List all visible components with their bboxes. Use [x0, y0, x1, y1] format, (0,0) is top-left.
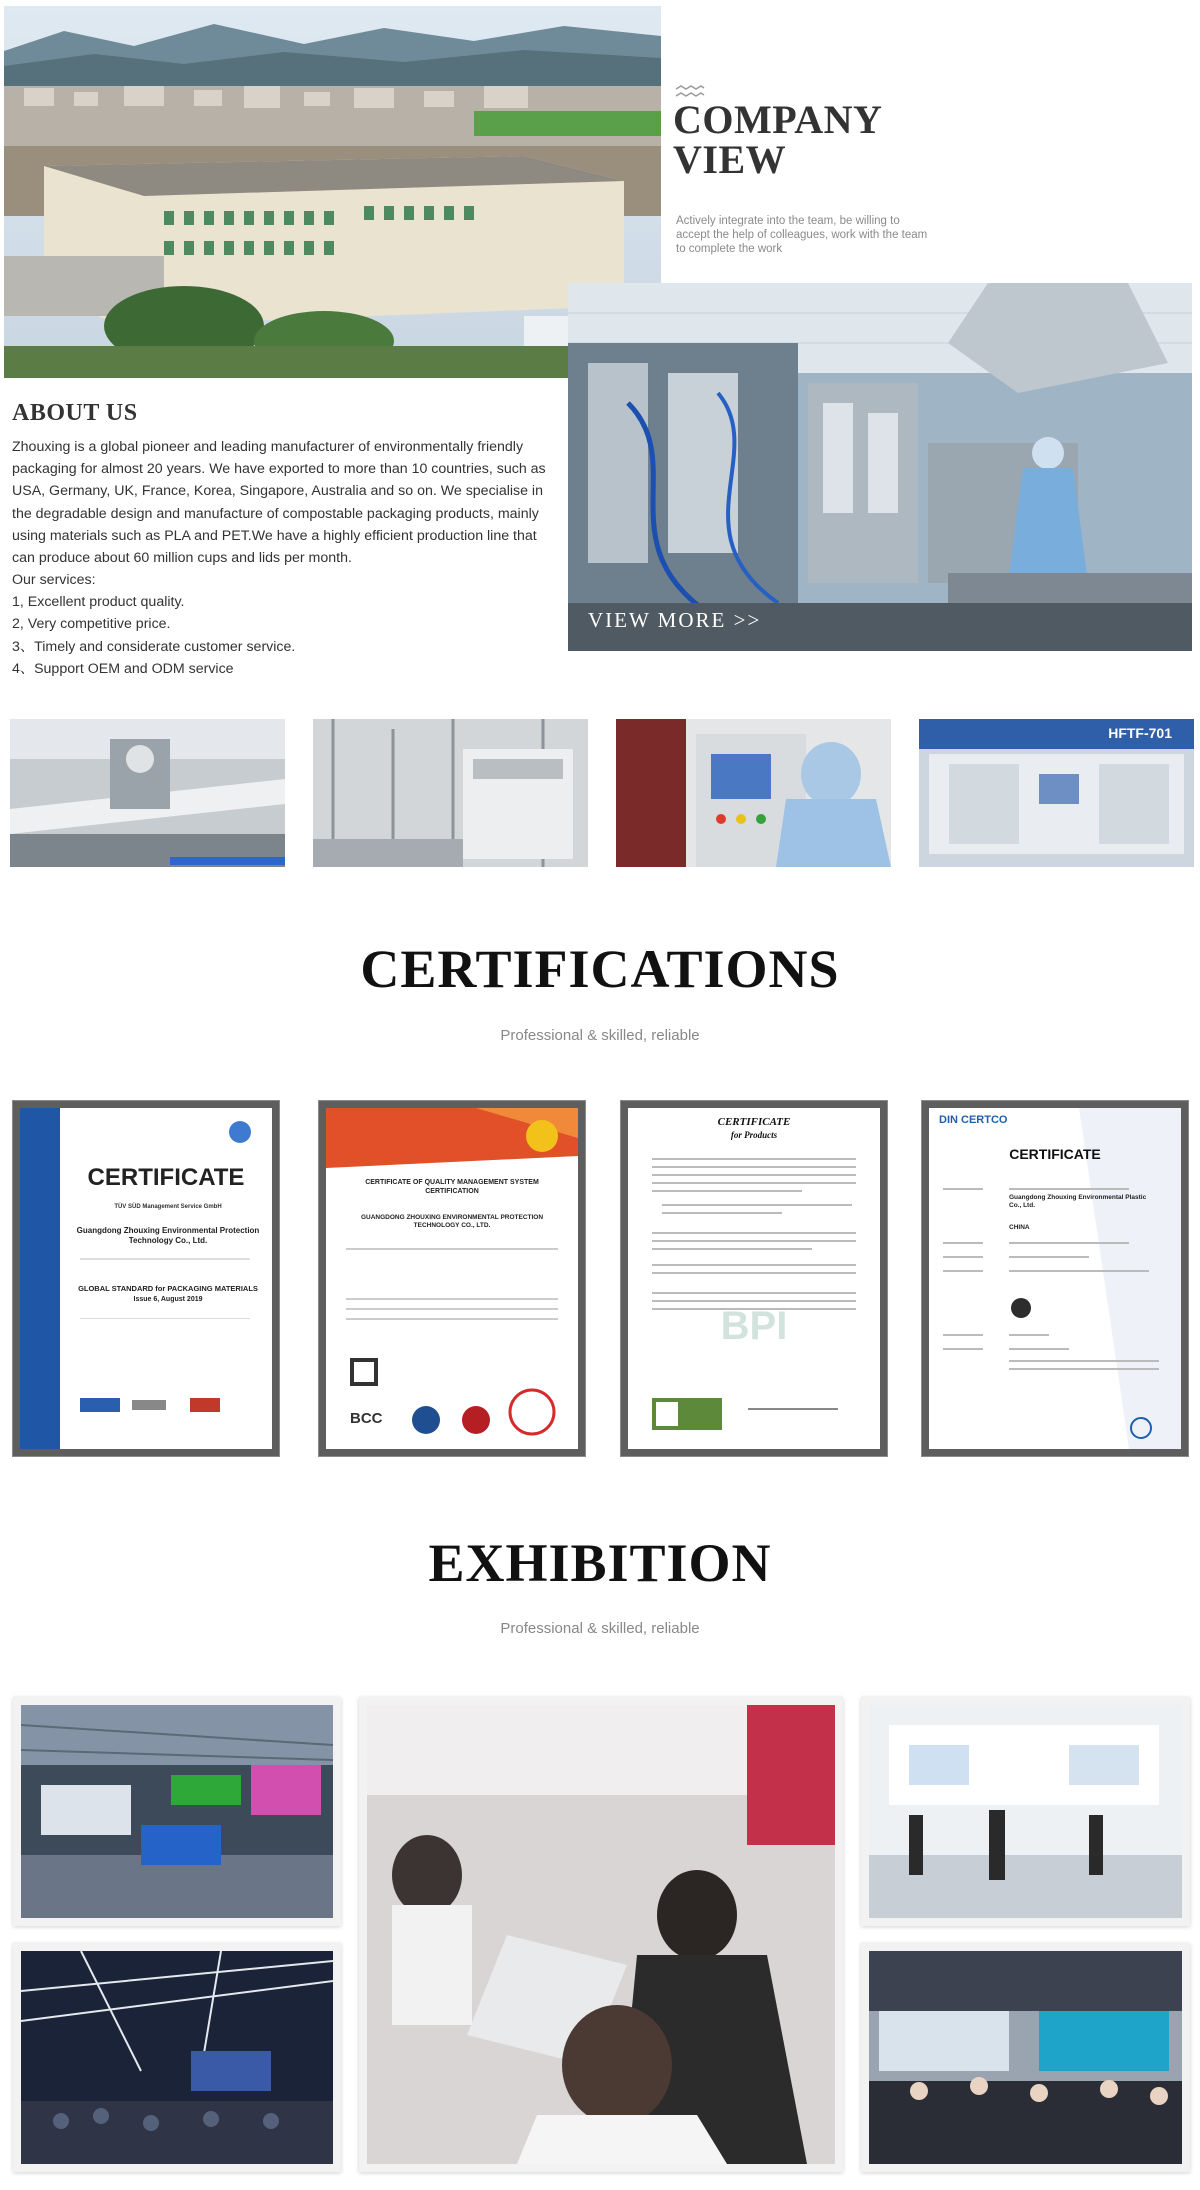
- service-item: 3、Timely and considerate customer service.: [12, 638, 296, 655]
- cert3-heading: CERTIFICATE: [717, 1116, 791, 1128]
- exhibition-photo[interactable]: [861, 1697, 1190, 1926]
- certifications-subtitle: Professional & skilled, reliable: [500, 1027, 700, 1044]
- production-line-photo[interactable]: [568, 283, 1192, 651]
- about-paragraph: Zhouxing is a global pioneer and leading manufacturer of environmentally friendly packaging for almost 20 years. We have exported to more than 10 countries, such as USA, Germany, UK, France, Korea, Singapore, Australia and so on. We specialise in the degradable design and manufacture of compostable packaging products, mainly using materials such as PLA and PET.We have a highly efficient production line that can produce about 60 million cups and lids per month.: [12, 439, 546, 567]
- exhibition-title: EXHIBITION: [428, 1533, 772, 1593]
- about-title: ABOUT US: [12, 400, 138, 426]
- cert4-heading: CERTIFICATE: [1009, 1146, 1101, 1162]
- about-description: [12, 436, 552, 569]
- cert1-heading: CERTIFICATE: [87, 1164, 245, 1191]
- cert4-country: CHINA: [1009, 1224, 1030, 1231]
- certificate-card[interactable]: [318, 1100, 586, 1457]
- certificate-card[interactable]: [12, 1100, 280, 1457]
- certifications-title: CERTIFICATIONS: [360, 939, 840, 999]
- factory-aerial-photo: [4, 6, 661, 378]
- view-more-link[interactable]: VIEW MORE >>: [588, 608, 762, 632]
- certificate-card[interactable]: [620, 1100, 888, 1457]
- services-list: [12, 569, 552, 680]
- cert2-heading: CERTIFICATE OF QUALITY MANAGEMENT SYSTEM CERTIFICATION: [365, 1179, 539, 1195]
- machine-photo[interactable]: [616, 719, 891, 867]
- cert3-subheading: for Products: [730, 1130, 778, 1140]
- company-view-text: Actively integrate into the team, be willing to accept the help of colleagues, work with the team to complete the work: [676, 215, 928, 255]
- cert2-company: GUANGDONG ZHOUXING ENVIRONMENTAL PROTECTION TECHNOLOGY CO., LTD.: [360, 1214, 544, 1229]
- machine-model-label: HFTF-701: [1108, 725, 1172, 741]
- service-item: 4、Support OEM and ODM service: [12, 660, 234, 677]
- exhibition-photo[interactable]: [13, 1697, 341, 1926]
- services-label: Our services:: [12, 572, 96, 588]
- service-item: 1, Excellent product quality.: [12, 594, 185, 611]
- cert1-company: Guangdong Zhouxing Environmental Protection Technology Co., Ltd.: [76, 1226, 260, 1245]
- certificate-card[interactable]: [921, 1100, 1189, 1457]
- service-item: 2, Very competitive price.: [12, 616, 171, 633]
- cert2-logo: BCC: [350, 1410, 383, 1427]
- exhibition-photo[interactable]: [861, 1943, 1190, 2172]
- company-view-title: [673, 97, 883, 182]
- cert4-brand: DIN CERTCO: [939, 1114, 1008, 1126]
- exhibition-subtitle: Professional & skilled, reliable: [500, 1620, 700, 1637]
- machine-photo[interactable]: [10, 719, 285, 867]
- cert4-company: Guangdong Zhouxing Environmental Plastic Co., Ltd.: [1009, 1194, 1147, 1209]
- company-view-title-line2: VIEW: [673, 137, 787, 182]
- cert1-standard: GLOBAL STANDARD for PACKAGING MATERIALS: [78, 1284, 258, 1293]
- cert1-issue: Issue 6, August 2019: [133, 1296, 203, 1303]
- exhibition-photo[interactable]: [13, 1943, 341, 2172]
- exhibition-photo[interactable]: [359, 1697, 843, 2172]
- machine-photo[interactable]: [919, 719, 1194, 867]
- company-view-title-line1: COMPANY: [673, 97, 883, 142]
- cert3-watermark: BPI: [720, 1304, 788, 1348]
- machine-photo[interactable]: [313, 719, 588, 867]
- cert1-issuer: TÜV SÜD Management Service GmbH: [114, 1204, 222, 1210]
